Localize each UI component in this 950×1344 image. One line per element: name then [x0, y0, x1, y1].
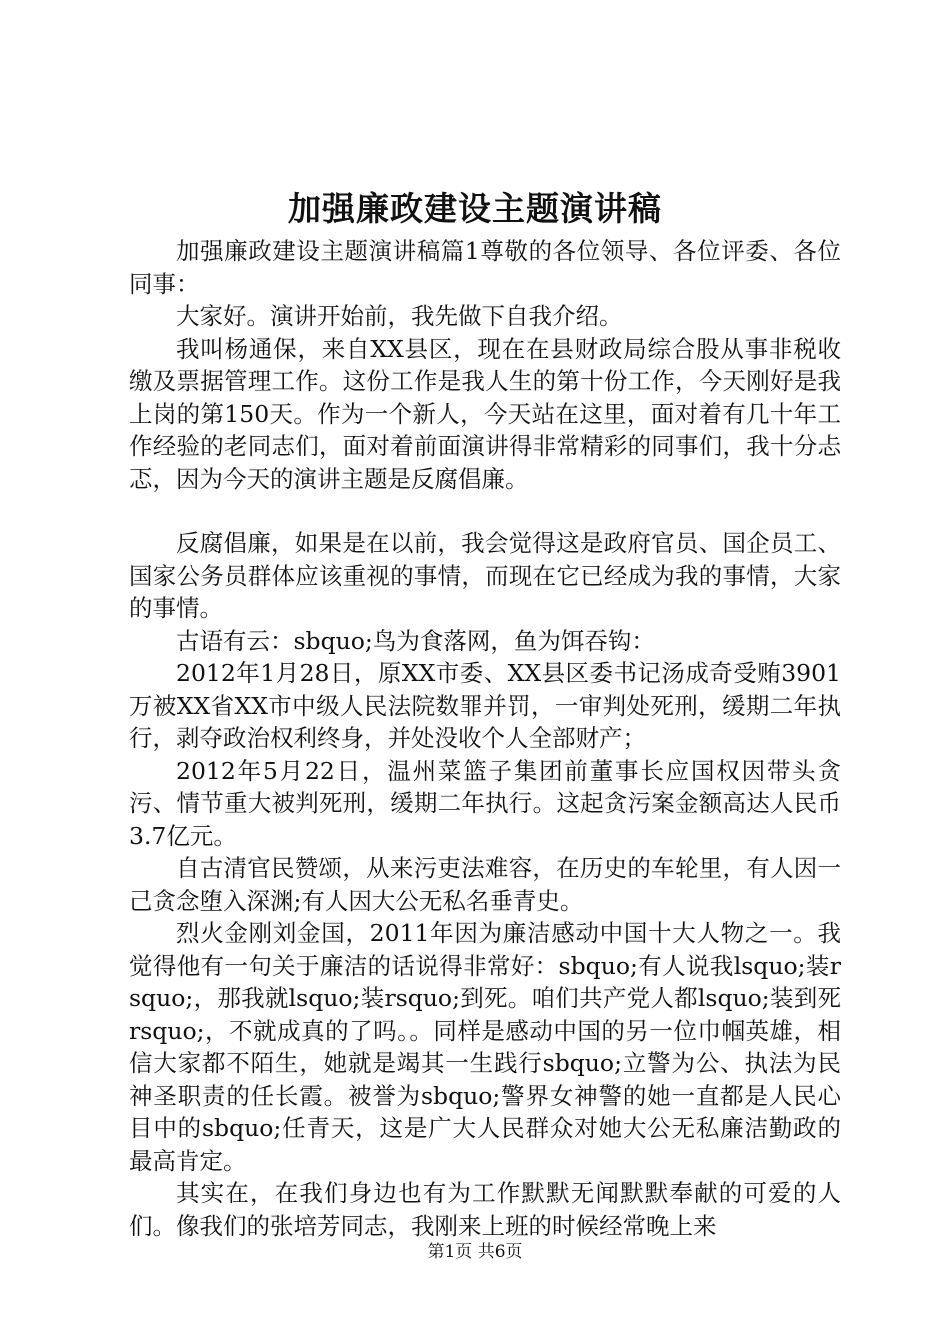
- page-number-footer: 第1页 共6页: [427, 1242, 523, 1262]
- document-body: [129, 235, 841, 1242]
- paragraph-role-models: 烈火金刚刘金国，2011年因为廉洁感动中国十大人物之一。我觉得他有一句关于廉洁的话说得非常好：sbquo;有人说我lsquo;装rsquo;，那我就lsquo;装rsquo;到死。咱们共产党人都lsquo;装到死rsquo;，不就成真的了吗。。同样是感动中国的另一位巾帼英雄，相信大家都不陌生，她就是竭其一生践行sbquo;立警为公、执法为民神圣职责的任长霞。被誉为sbquo;警界女神警的她一直都是人民心目中的sbquo;任青天，这是广大人民群众对她大公无私廉洁勤政的最高肯定。: [129, 919, 841, 1175]
- paragraph-history: 自古清官民赞颂，从来污吏法难容，在历史的车轮里，有人因一己贪念堕入深渊;有人因大公无私名垂青史。: [129, 854, 841, 915]
- paragraph-colleagues: 其实在，在我们身边也有为工作默默无闻默默奉献的可爱的人们。像我们的张培芳同志，我刚来上班的时候经常晚上来: [129, 1179, 841, 1240]
- paragraph-greeting: 加强廉政建设主题演讲稿篇1尊敬的各位领导、各位评委、各位同事：: [129, 237, 841, 298]
- paragraph-case-two: 2012年5月22日，温州菜篮子集团前董事长应国权因带头贪污、情节重大被判死刑，缓期二年执行。这起贪污案金额高达人民币3.7亿元。: [129, 756, 841, 850]
- paragraph-opening: 大家好。演讲开始前，我先做下自我介绍。: [176, 302, 623, 330]
- document-title: 加强廉政建设主题演讲稿: [288, 189, 662, 228]
- paragraph-proverb: 古语有云：sbquo;鸟为食落网，鱼为饵吞钩：: [176, 626, 655, 655]
- paragraph-self-introduction: 我叫杨通保，来自XX县区，现在在县财政局综合股从事非税收缴及票据管理工作。这份工作是我人生的第十份工作，今天刚好是我上岗的第150天。作为一个新人，今天站在这里，面对着有几十年工作经验的老同志们，面对着前面演讲得非常精彩的同事们，我十分忐忑，因为今天的演讲主题是反腐倡廉。: [129, 334, 841, 493]
- paragraph-case-one: 2012年1月28日，原XX市委、XX县区委书记汤成奇受贿3901万被XX省XX市中级人民法院数罪并罚，一审判处死刑，缓期二年执行，剥夺政治权利终身，并处没收个人全部财产；: [129, 659, 841, 752]
- paragraph-anti-corruption: 反腐倡廉，如果是在以前，我会觉得这是政府官员、国企员工、国家公务员群体应该重视的事情，而现在它已经成为我的事情，大家的事情。: [129, 529, 841, 622]
